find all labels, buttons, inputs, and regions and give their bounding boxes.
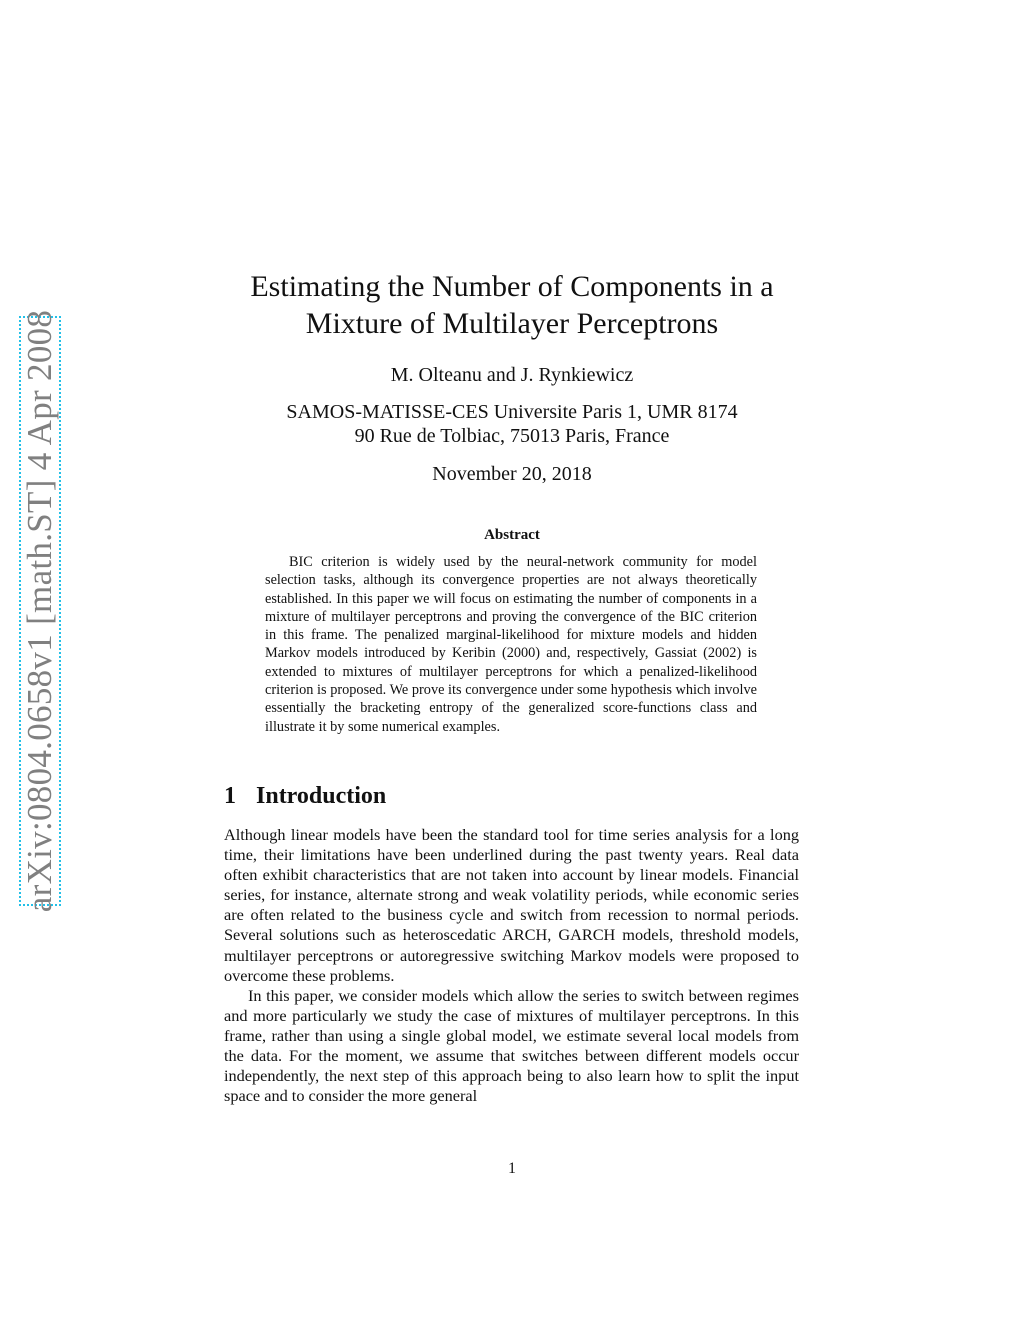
section-body [224,825,799,1106]
paragraph: In this paper, we consider models which allow the series to switch between regimes and more particularly we study the case of mixtures of multilayer perceptrons. In this frame, rather than using a single global model, we estimate several local models from the data. For the moment, we assume that switches between different models occur independently, the next step of this approach being to also learn how to split the input space and to consider the more general [224,985,799,1106]
affiliation [180,400,844,448]
section-number: 1 [224,783,236,809]
abstract-body: BIC criterion is widely used by the neural-network community for model selection tasks, although its convergence properties are not always theoretically established. In this paper we will focus on estimating the number of components in a mixture of multilayer perceptrons and proving the convergence of the BIC criterion in this frame. The penalized marginal-likelihood for mixture models and hidden Markov models introduced by Keribin (2000) and, respectively, Gassiat (2002) is extended to mixtures of multilayer perceptrons for which a penalized-likelihood criterion is proposed. We prove its convergence under some hypothesis which involve essentially the bracketing entropy of the generalized score-functions class and illustrate it by some numerical examples. [265,554,757,735]
arxiv-stamp [19,309,61,913]
abstract-heading: Abstract [484,527,540,543]
title-line: Estimating the Number of Components in a [250,270,774,303]
authors: M. Olteanu and J. Rynkiewicz [390,364,634,386]
affiliation-line: SAMOS-MATISSE-CES Universite Paris 1, UMR 8174 [286,401,738,423]
date: November 20, 2018 [432,463,592,485]
section-heading [224,783,386,810]
paper-title [180,268,844,342]
section-title: Introduction [256,783,387,809]
page-number: 1 [508,1160,516,1177]
title-line: Mixture of Multilayer Perceptrons [305,307,719,340]
affiliation-line: 90 Rue de Tolbiac, 75013 Paris, France [354,425,670,447]
paragraph: Although linear models have been the standard tool for time series analysis for a long time, their limitations have been underlined during the past twenty years. Real data often exhibit characteristics that are not taken into account by linear models. Financial series, for instance, alternate strong and weak volatility periods, while economic series are often related to the business cycle and switch from recession to normal periods. Several solutions such as heteroscedatic ARCH, GARCH models, threshold models, multilayer perceptrons or autoregressive switching Markov models were proposed to overcome these problems. [224,825,799,985]
arxiv-id: arXiv:0804.0658v1 [math.ST] 4 Apr 2008 [20,309,59,913]
